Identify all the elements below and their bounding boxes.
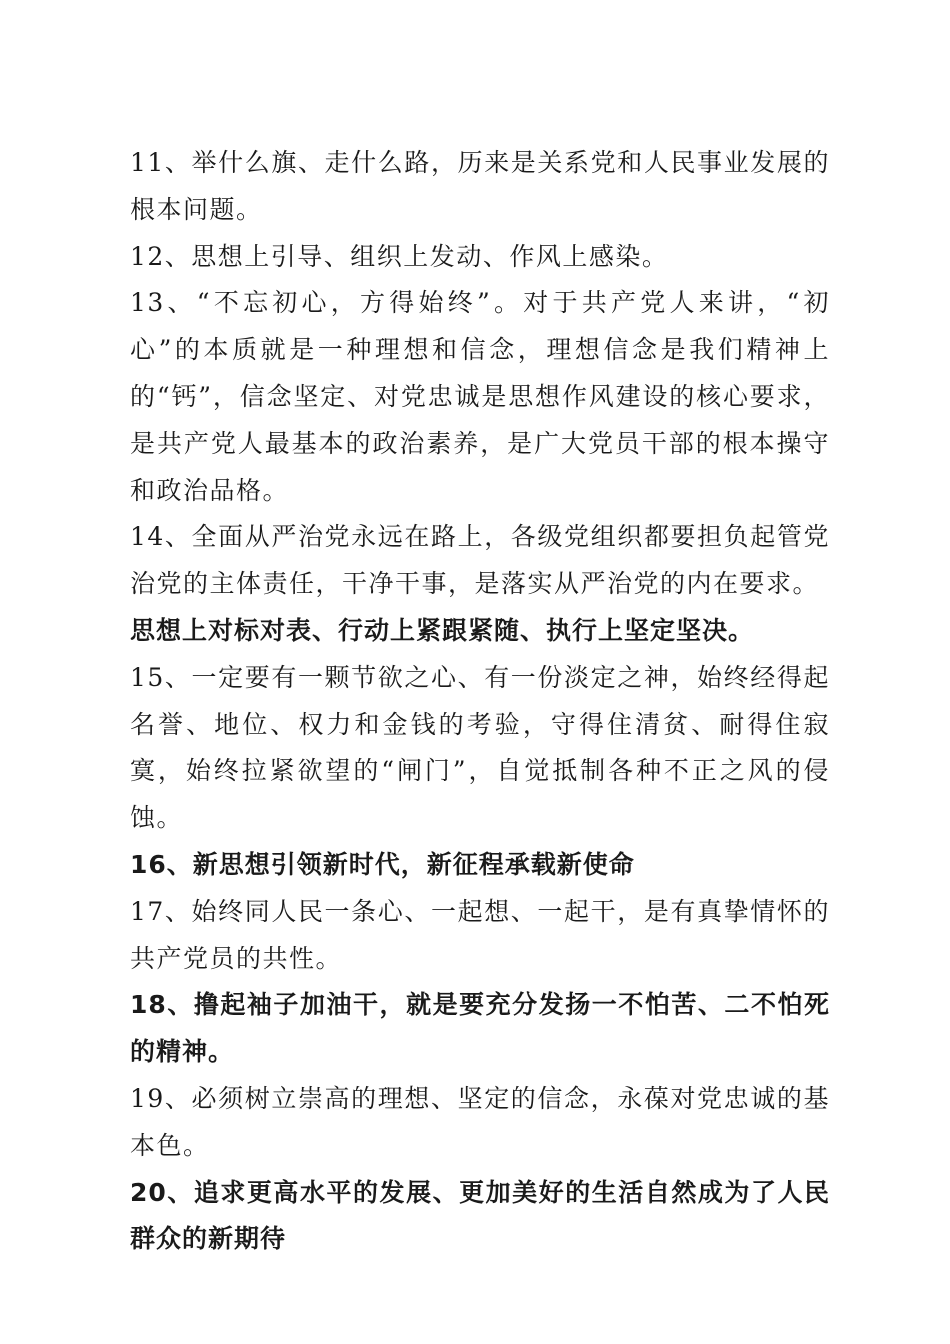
paragraph-18: 18、撸起袖子加油干，就是要充分发扬一不怕苦、二不怕死的精神。 — [130, 990, 830, 1067]
document-body — [130, 140, 830, 1263]
paragraph-15: 15、一定要有一颗节欲之心、有一份淡定之神，始终经得起名誉、地位、权力和金钱的考验，守得住清贫、耐得住寂寞，始终拉紧欲望的“闸门”，自觉抵制各种不正之风的侵蚀。 — [130, 662, 830, 833]
paragraph-17: 17、始终同人民一条心、一起想、一起干，是有真挚情怀的共产党员的共性。 — [130, 896, 830, 973]
paragraph-19: 19、必须树立崇高的理想、坚定的信念，永葆对党忠诚的基本色。 — [130, 1083, 830, 1160]
paragraph-unnumbered: 思想上对标对表、行动上紧跟紧随、执行上坚定坚决。 — [130, 615, 755, 645]
paragraph-11: 11、举什么旗、走什么路，历来是关系党和人民事业发展的根本问题。 — [130, 148, 830, 224]
paragraph-20: 20、追求更高水平的发展、更加美好的生活自然成为了人民群众的新期待 — [130, 1177, 830, 1254]
paragraph-16: 16、新思想引领新时代，新征程承载新使命 — [130, 849, 635, 879]
paragraph-12: 12、思想上引导、组织上发动、作风上感染。 — [130, 241, 669, 271]
paragraph-14: 14、全面从严治党永远在路上，各级党组织都要担负起管党治党的主体责任，干净干事，是落实从严治党的内在要求。 — [130, 522, 830, 599]
paragraph-13: 13、“不忘初心，方得始终”。对于共产党人来讲，“初心”的本质就是一种理想和信念，理想信念是我们精神上的“钙”，信念坚定、对党忠诚是思想作风建设的核心要求，是共产党人最基本的政治素养，是广大党员干部的根本操守和政治品格。 — [130, 288, 830, 505]
